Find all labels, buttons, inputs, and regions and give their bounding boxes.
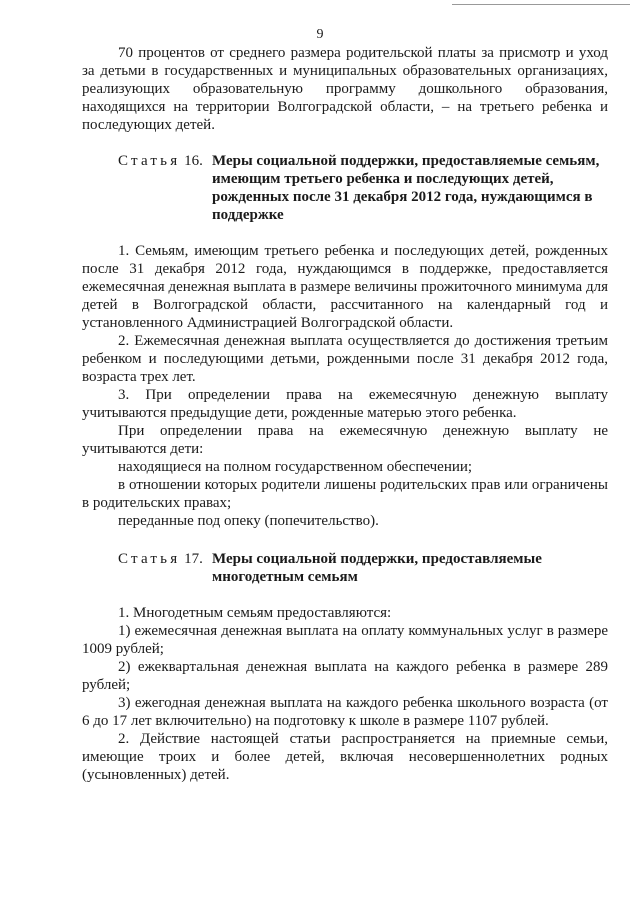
article-16-paragraph: При определении права на ежемесячную денежную выплату не учитываются дети: (82, 423, 608, 457)
article-16-heading (82, 152, 608, 224)
article-17-label (118, 550, 203, 568)
article-16-label-number: 16. (184, 153, 203, 169)
top-edge-line (452, 4, 630, 5)
intro-paragraph: 70 процентов от среднего размера родительской платы за присмотр и уход за детьми в государственных и муниципальных образовательных организациях, реализующих образовательную программу дошкольного образования, находящихся на территории Волгоградской области, – на третьего ребенка и последующих детей. (82, 45, 608, 133)
article-17-paragraph: 2. Действие настоящей статьи распространяется на приемные семьи, имеющие троих и более детей, включая несовершеннолетних родных (усыновленных) детей. (82, 731, 608, 783)
article-16-label-word: Статья (118, 153, 181, 169)
article-17-paragraph: 1. Многодетным семьям предоставляются: (118, 605, 392, 621)
article-16-label (118, 152, 203, 170)
article-17-list-item: 1) ежемесячная денежная выплата на оплату коммунальных услуг в размере 1009 рублей; (82, 623, 608, 657)
article-16-paragraph: 1. Семьям, имеющим третьего ребенка и последующих детей, рожденных после 31 декабря 2012 года, нуждающимся в поддержке, предоставляется ежемесячная денежная выплата в размере величины прожиточного минимума для детей в Волгоградской области, рассчитанного на календарный год и установленного Администрацией Волгоградской области. (82, 243, 608, 331)
article-16-list-item: в отношении которых родители лишены родительских прав или ограничены в родительских правах; (82, 477, 608, 511)
article-17-list-item: 2) ежеквартальная денежная выплата на каждого ребенка в размере 289 рублей; (82, 659, 608, 693)
article-16-paragraph: 3. При определении права на ежемесячную денежную выплату учитываются предыдущие дети, рожденные матерью этого ребенка. (82, 387, 608, 421)
page-number: 9 (316, 27, 324, 42)
article-17-heading (82, 550, 608, 586)
article-17-list-item: 3) ежегодная денежная выплата на каждого ребенка школьного возраста (от 6 до 17 лет включительно) на подготовку к школе в размере 1107 рублей. (82, 695, 608, 729)
article-16-title: Меры социальной поддержки, предоставляемые семьям, имеющим третьего ребенка и последующих детей, рожденных после 31 декабря 2012 года, нуждающимся в поддержке (212, 153, 600, 223)
article-16-paragraph: 2. Ежемесячная денежная выплата осуществляется до достижения третьим ребенком и последующими детьми, рожденными после 31 декабря 2012 года, возраста трех лет. (82, 333, 608, 385)
document-body (82, 44, 608, 784)
article-16-list-item: находящиеся на полном государственном обеспечении; (118, 459, 473, 475)
article-17-title: Меры социальной поддержки, предоставляемые многодетным семьям (212, 551, 542, 585)
article-17-label-word: Статья (118, 551, 181, 567)
article-16-list-item: переданные под опеку (попечительство). (118, 513, 379, 529)
article-17-label-number: 17. (184, 551, 203, 567)
